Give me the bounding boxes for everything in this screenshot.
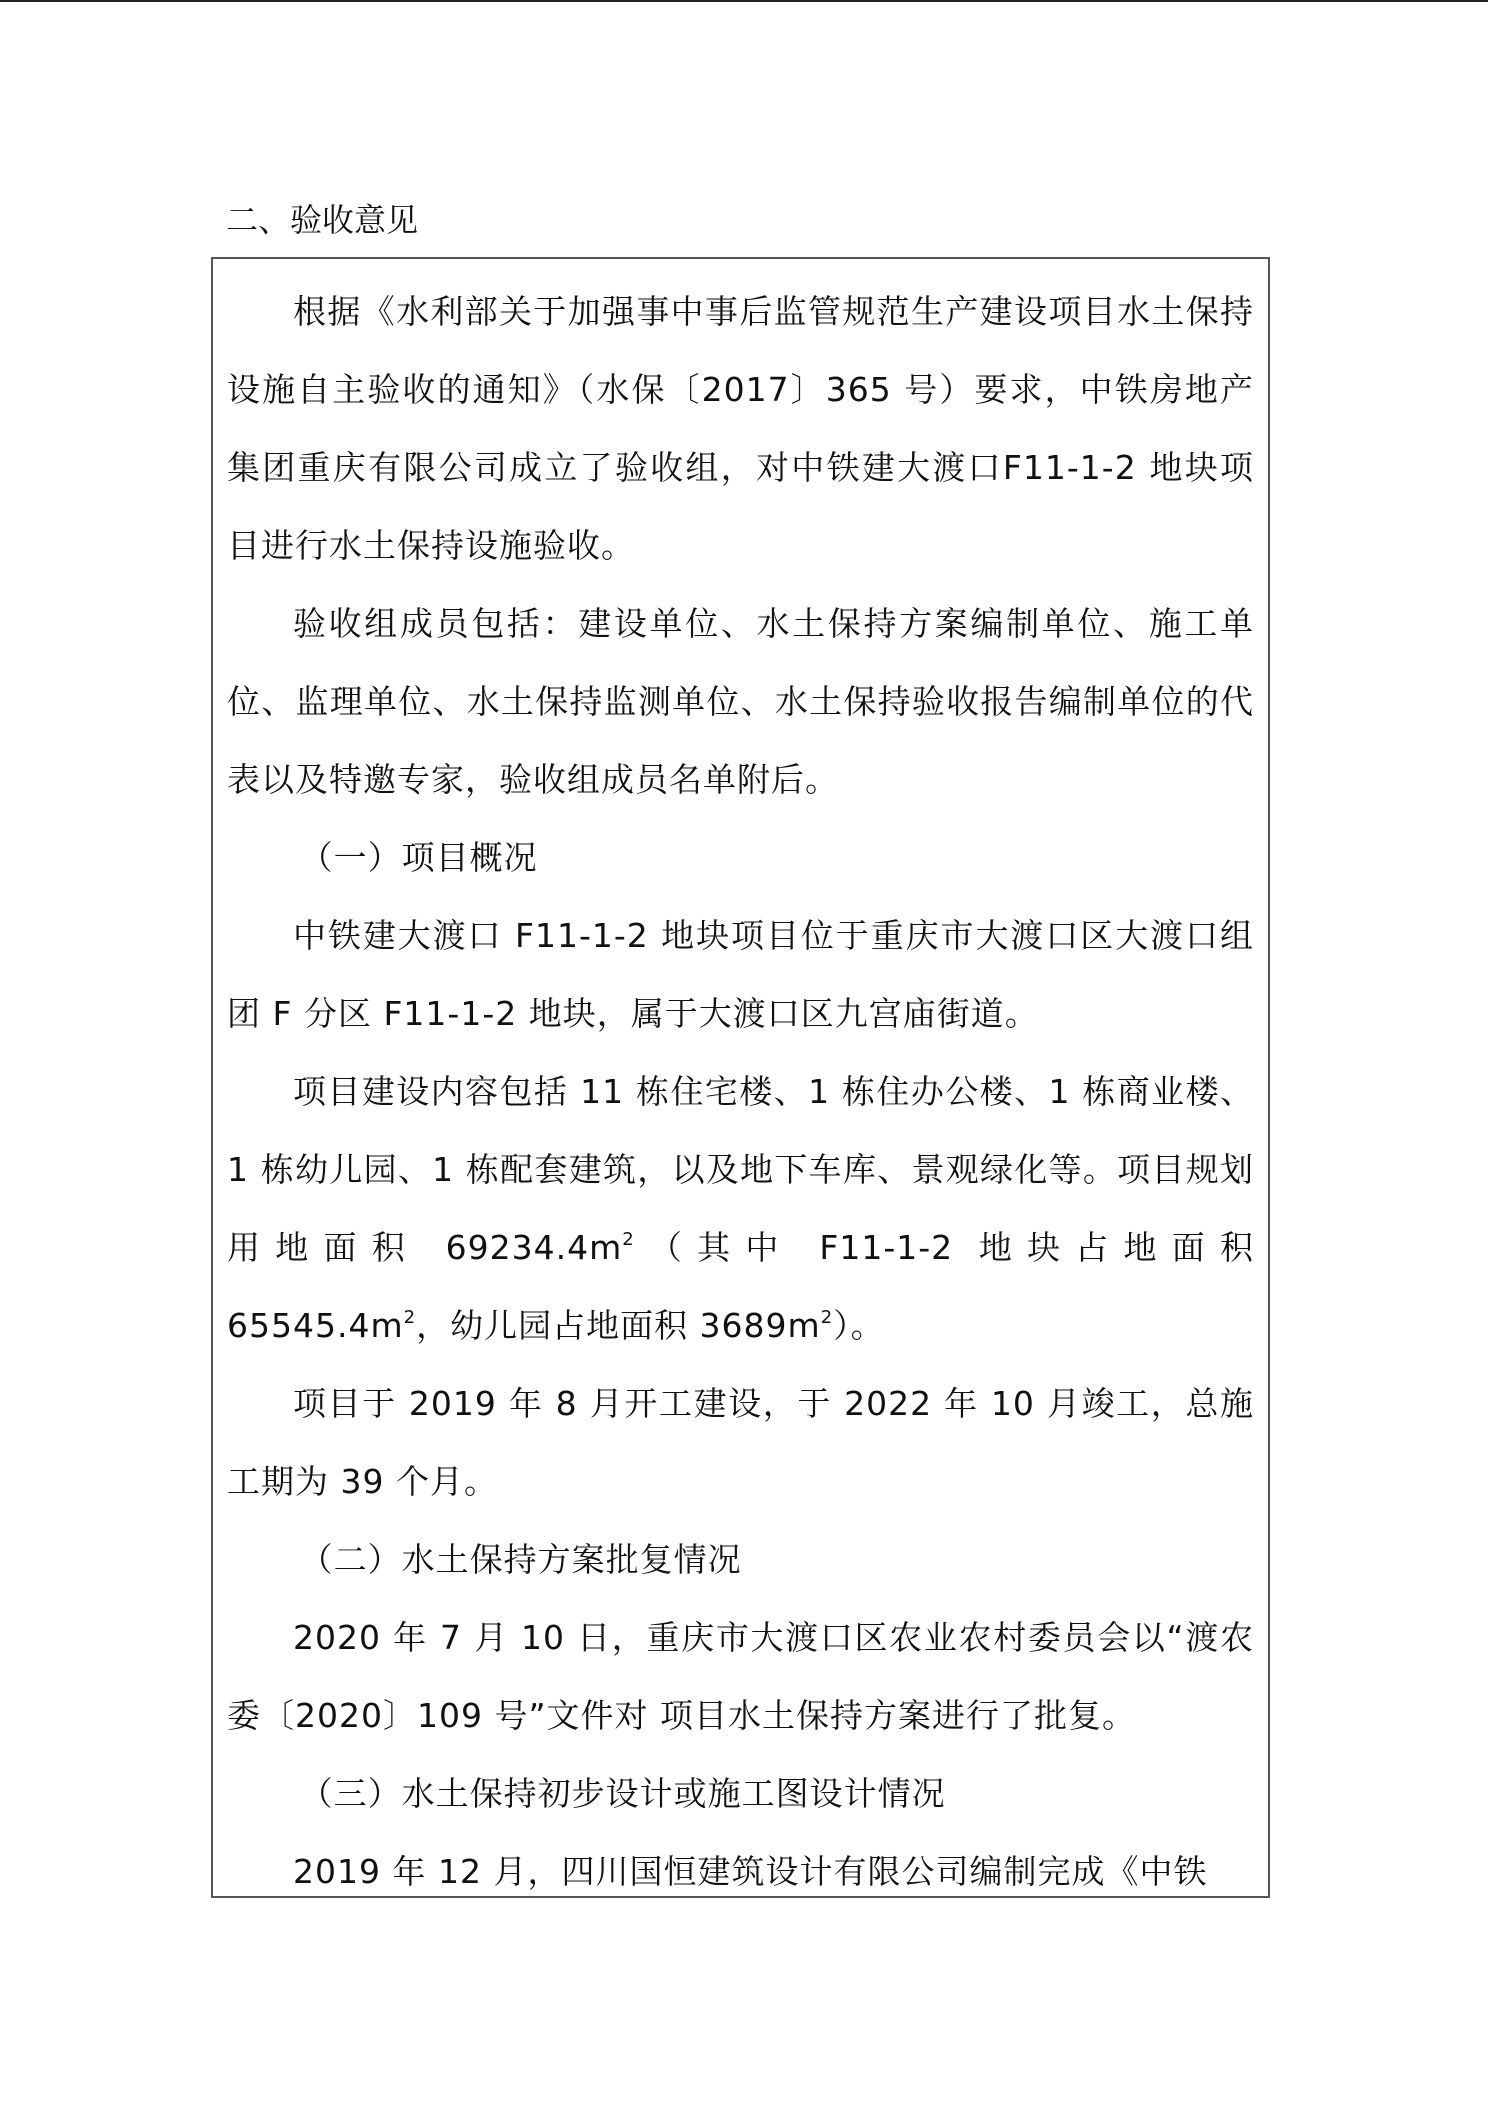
content-text-part4: ）。 bbox=[833, 1306, 885, 1345]
superscript-2: 2 bbox=[820, 1307, 834, 1328]
subsection-title-design: （三）水土保持初步设计或施工图设计情况 bbox=[299, 1774, 946, 1813]
intro-paragraph: 根据《水利部关于加强事中事后监管规范生产建设项目水土保持设施自主验收的通知》（水保〔2017〕365 号）要求，中铁房地产集团重庆有限公司成立了验收组，对中铁建大渡口F11-1-2 地块项目进行水土保持设施验收。 bbox=[227, 292, 1254, 565]
subsection-title-project-overview: （一）项目概况 bbox=[299, 838, 538, 877]
superscript-2: 2 bbox=[403, 1307, 417, 1328]
top-border-line bbox=[0, 0, 1488, 2]
construction-content-paragraph bbox=[227, 1053, 1254, 1365]
content-text-part2: （其中 F11-1-2 地块占地面积 65545.4m bbox=[227, 1228, 1254, 1345]
content-text-part3: ，幼儿园占地面积 3689m bbox=[416, 1306, 821, 1345]
design-paragraph: 2019 年 12 月，四川国恒建筑设计有限公司编制完成《中铁 bbox=[293, 1852, 1208, 1891]
subsection-title-plan-approval: （二）水土保持方案批复情况 bbox=[299, 1540, 742, 1579]
schedule-paragraph: 项目于 2019 年 8 月开工建设，于 2022 年 10 月竣工，总施工期为 39 个月。 bbox=[227, 1384, 1254, 1501]
superscript-2: 2 bbox=[622, 1229, 635, 1250]
content-text-part1: 项目建设内容包括 11 栋住宅楼、1 栋住办公楼、1 栋商业楼、1 栋幼儿园、1 栋配套建筑，以及地下车库、景观绿化等。项目规划用地面积 69234.4m bbox=[227, 1072, 1254, 1267]
members-paragraph: 验收组成员包括：建设单位、水土保持方案编制单位、施工单位、监理单位、水土保持监测单位、水土保持验收报告编制单位的代表以及特邀专家，验收组成员名单附后。 bbox=[227, 604, 1254, 799]
location-paragraph: 中铁建大渡口 F11-1-2 地块项目位于重庆市大渡口区大渡口组团 F 分区 F11-1-2 地块，属于大渡口区九宫庙街道。 bbox=[227, 916, 1254, 1033]
section-heading: 二、验收意见 bbox=[226, 201, 419, 239]
approval-paragraph: 2020 年 7 月 10 日，重庆市大渡口区农业农村委员会以“渡农委〔2020〕109 号”文件对 项目水土保持方案进行了批复。 bbox=[227, 1618, 1254, 1735]
acceptance-opinion-box bbox=[211, 257, 1270, 1898]
